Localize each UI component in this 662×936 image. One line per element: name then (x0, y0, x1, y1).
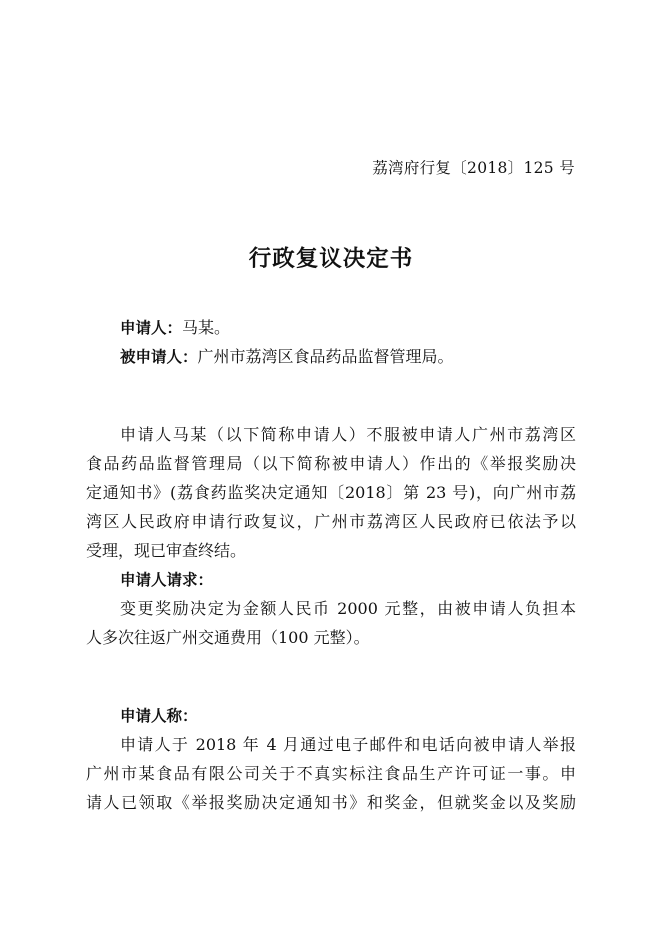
applicant-line (86, 313, 576, 342)
paragraph-line: 申请人马某（以下简称申请人）不服被申请人广州市荔湾区 (120, 425, 576, 444)
respondent-value: 广州市荔湾区食品药品监督管理局。 (197, 347, 454, 366)
applicant-value: 马某。 (182, 318, 231, 337)
document-body (86, 313, 576, 817)
document-number: 荔湾府行复〔2018〕125 号 (372, 159, 575, 177)
request-heading (86, 565, 576, 594)
spacer (86, 681, 576, 701)
request-paragraph (86, 594, 576, 652)
spacer (86, 652, 576, 681)
paragraph-line: 变更奖励决定为金额人民币 2000 元整，由被申请人负担本 (120, 599, 576, 618)
respondent-label: 被申请人： (120, 348, 198, 366)
applicant-label: 申请人： (120, 319, 183, 337)
paragraph-line: 湾区人民政府申请行政复议，广州市荔湾区人民政府已依法予以 (86, 512, 576, 531)
spacer (86, 371, 576, 400)
intro-paragraph (86, 420, 576, 565)
spacer (86, 400, 576, 420)
paragraph-line: 请人已领取《举报奖励决定通知书》和奖金，但就奖金以及奖励 (86, 793, 576, 812)
paragraph-line: 申请人于 2018 年 4 月通过电子邮件和电话向被申请人举报 (120, 735, 576, 754)
paragraph-line: 广州市某食品有限公司关于不真实标注食品生产许可证一事。申 (86, 764, 576, 783)
claim-paragraph (86, 730, 576, 817)
paragraph-line: 食品药品监督管理局（以下简称被申请人）作出的《举报奖励决 (86, 454, 576, 473)
request-heading-text: 申请人请求： (120, 571, 214, 589)
paragraph-line: 定通知书》(荔食药监奖决定通知〔2018〕第 23 号)，向广州市荔 (86, 483, 576, 502)
claim-heading (86, 701, 576, 730)
document-title: 行政复议决定书 (248, 246, 414, 272)
paragraph-line: 人多次往返广州交通费用（100 元整）。 (86, 628, 370, 647)
claim-heading-text: 申请人称： (120, 707, 198, 725)
respondent-line (86, 342, 576, 371)
paragraph-line: 受理，现已审查终结。 (86, 541, 247, 560)
